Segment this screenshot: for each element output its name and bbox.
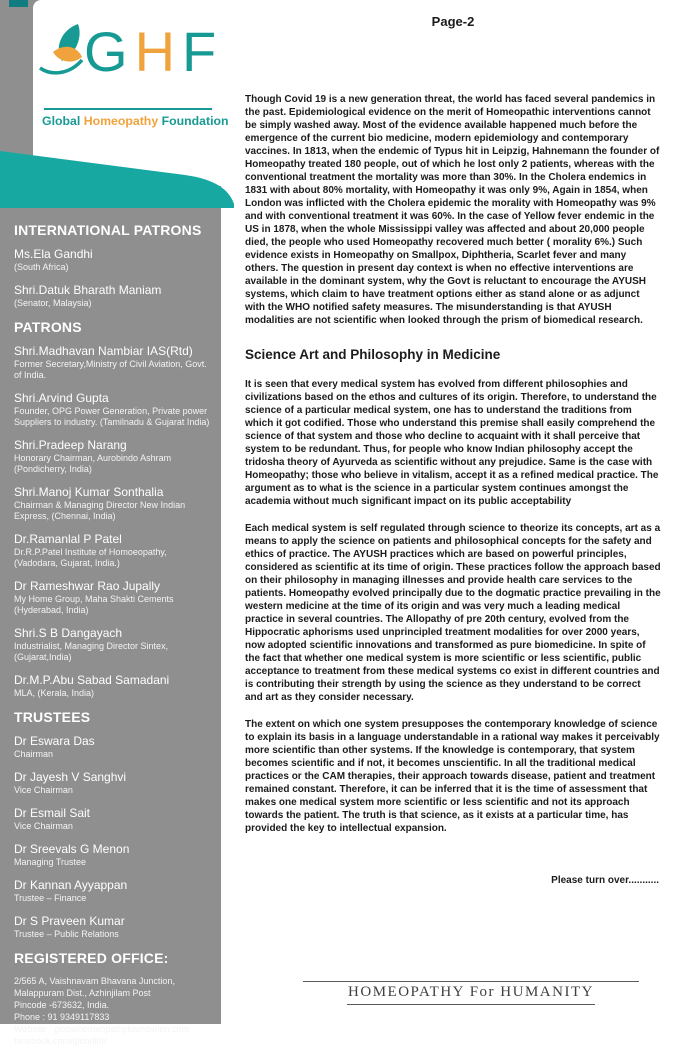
member-name: Shri.Datuk Bharath Maniam bbox=[14, 283, 162, 297]
address-line: Pincode -673632, India. bbox=[14, 1000, 110, 1010]
footer bbox=[303, 981, 639, 1005]
member-role: Vice Chairman bbox=[14, 785, 73, 795]
list-item bbox=[14, 770, 213, 796]
registered-office-address bbox=[14, 975, 213, 1047]
list-item bbox=[14, 626, 213, 663]
member-name: Shri.S B Dangayach bbox=[14, 626, 123, 640]
member-role: Founder, OPG Power Generation, Private power Suppliers to industry. (Tamilnadu & Gujarat India) bbox=[14, 406, 210, 427]
member-name: Shri.Pradeep Narang bbox=[14, 438, 127, 452]
list-item bbox=[14, 532, 213, 569]
list-item bbox=[14, 344, 213, 381]
footer-rule-bottom bbox=[347, 1004, 595, 1005]
member-name: Dr.M.P.Abu Sabad Samadani bbox=[14, 673, 170, 687]
heading-registered-office: REGISTERED OFFICE: bbox=[14, 950, 169, 966]
member-role: MLA, (Kerala, India) bbox=[14, 688, 95, 698]
logo-divider bbox=[44, 108, 212, 110]
paragraph-self-regulated-science: Each medical system is self regulated through science to theorize its concepts, art as a means to apply the science on patients and philosophical concepts for the safety and ethics of practice. The AYUSH practices which are based on powerful principles, considered as scientific at its time of origin. These practices follow the approach based on their philosophy in managing illnesses and provide health care services to the patients. Homeopathy evolved principally due to the dogmatic practice prevailing in the western medicine at the time of its origin and was very much a leading medical practice in several countries. The Allopathy of pre 20th century, evolved from the Hippocratic aphorisms used unprincipled treatment modalities for over 2000 years, now adopted scientific innovations and transformed as pure biomedicine. In spite of the fact that whether one medical system is more scientific or less scientific, public acceptance to treatment from these medical systems co exist in different countries and is contributing their strength by using the science as they understand to be correct and art as they consider necessary. bbox=[245, 523, 661, 703]
logo-letter-h: H bbox=[134, 20, 183, 83]
please-turn-over-note: Please turn over........... bbox=[551, 875, 659, 886]
logo-letter-g: G bbox=[84, 20, 135, 83]
sidebar bbox=[0, 206, 221, 1047]
member-name: Dr S Praveen Kumar bbox=[14, 914, 125, 928]
list-item bbox=[14, 734, 213, 760]
paragraph-contemporary-knowledge: The extent on which one system presupposes the contemporary knowledge of science to explain its basis in a language understandable in a rational way makes it perceivably more scientific than other systems. If the knowledge is contemporary, that system becomes scientific and if not, it becomes unscientific. In all the traditional medical practices or the CAM therapies, their approach towards disease, patient and treatment remained constant. Therefore, it can be inferred that it is the time of assessment that makes one medical system more scientific or less scientific and not its approach towards the patient. The truth is that science, as it exists at a particular time, has provided the key to intellectual expansion. bbox=[245, 719, 660, 834]
address-line: Phone : 91 9349117833 bbox=[14, 1012, 110, 1022]
member-role: Former Secretary,Ministry of Civil Aviation, Govt. of India. bbox=[14, 359, 207, 380]
article-body bbox=[245, 93, 661, 835]
member-name: Dr Sreevals G Menon bbox=[14, 842, 130, 856]
member-name: Dr.Ramanlal P Patel bbox=[14, 532, 122, 546]
tagline-global: Global bbox=[42, 114, 81, 128]
member-role: (Senator, Malaysia) bbox=[14, 298, 92, 308]
ghf-logo bbox=[42, 20, 229, 128]
address-line: Malappuram Dist., Azhinjilam Post bbox=[14, 988, 151, 998]
section-heading-science-art-philosophy: Science Art and Philosophy in Medicine bbox=[245, 347, 501, 362]
member-role: Trustee – Finance bbox=[14, 893, 87, 903]
tagline-foundation: Foundation bbox=[161, 114, 229, 128]
list-item bbox=[14, 842, 213, 868]
member-name: Dr Jayesh V Sanghvi bbox=[14, 770, 127, 784]
logo-letter-f: F bbox=[182, 20, 224, 83]
address-line: Website : globalhomeopathyfoundation.com bbox=[14, 1024, 189, 1034]
address-line: 2/565 A, Vaishnavam Bhavana Junction, bbox=[14, 976, 175, 986]
member-role: Honorary Chairman, Aurobindo Ashram (Pondicherry, India) bbox=[14, 453, 172, 474]
logo-tagline bbox=[42, 114, 229, 128]
address-line: facebook.com/globalhf/ bbox=[14, 1036, 107, 1046]
member-role: (South Africa) bbox=[14, 262, 69, 272]
paragraph-pandemics-history: Though Covid 19 is a new generation threat, the world has faced several pandemics in the past. Epidemiological evidence on the merit of Homeopathic interventions cannot be simply washed away. Most of the evidence available happened much before the emergence of the current bio medicine, modern epidemiology and contemporary vaccines. In 1813, when the endemic of Typus hit in Leipzig, Hahnemann the founder of Homeopathy treated 180 people, out of which he lost only 2 patients, whereas with the conventional treatment the mortality was more than 30%. In the Cholera endemics in 1831 with about 80% mortality, with Homeopathy it was only 9%, Again in 1854, when London was inflicted with the Cholera epidemic the morality with Homeopathy was 9% and with conventional treatment it was 60%. In the case of Yellow fever endemic in the US in 1878, when the whole Mississippi valley was affected and about 20,000 people died, the people who used Homeopathy recovered much better ( morality 6%.) Such evidence exists in Homeopathy on Smallpox, Diphtheria, Scarlet fever and many others. The question in present day context is when no effective interventions are available in the dominant system, why the Govt is reluctant to encourage the AYUSH systems, which claim to have treatment options either as stand alone or as adjunct with the WHO notified safety measures. The misunderstanding is that AYUSH modalities are not scientific when looked through the prism of biomedical research. bbox=[245, 94, 660, 326]
member-role: Vice Chairman bbox=[14, 821, 73, 831]
member-name: Dr Rameshwar Rao Jupally bbox=[14, 579, 161, 593]
heading-patrons: PATRONS bbox=[14, 319, 82, 335]
main-content bbox=[245, 0, 661, 886]
list-item bbox=[14, 247, 213, 273]
member-role: Dr.R.P.Patel Institute of Homoeopathy, (Vadodara, Gujarat, India.) bbox=[14, 547, 167, 568]
list-item bbox=[14, 878, 213, 904]
member-name: Dr Kannan Ayyappan bbox=[14, 878, 128, 892]
list-item bbox=[14, 673, 213, 699]
member-role: Industrialist, Managing Director Sintex, (Gujarat,India) bbox=[14, 641, 169, 662]
footer-motto: HOMEOPATHY For HUMANITY bbox=[348, 984, 594, 1000]
list-item bbox=[14, 438, 213, 475]
page-number: Page-2 bbox=[431, 14, 475, 29]
member-name: Shri.Arvind Gupta bbox=[14, 391, 109, 405]
list-item bbox=[14, 283, 213, 309]
list-item bbox=[14, 914, 213, 940]
member-role: Chairman & Managing Director New Indian Express, (Chennai, India) bbox=[14, 500, 186, 521]
member-name: Dr Esmail Sait bbox=[14, 806, 91, 820]
member-name: Ms.Ela Gandhi bbox=[14, 247, 93, 261]
list-item bbox=[14, 485, 213, 522]
member-role: Chairman bbox=[14, 749, 54, 759]
list-item bbox=[14, 391, 213, 428]
list-item bbox=[14, 806, 213, 832]
member-role: Trustee – Public Relations bbox=[14, 929, 119, 939]
corner-accent-tab bbox=[9, 0, 28, 7]
member-role: My Home Group, Maha Shakti Cements (Hyderabad, India) bbox=[14, 594, 174, 615]
member-role: Managing Trustee bbox=[14, 857, 87, 867]
tagline-homeopathy: Homeopathy bbox=[83, 114, 159, 128]
heading-trustees: TRUSTEES bbox=[14, 709, 91, 725]
heading-international-patrons: INTERNATIONAL PATRONS bbox=[14, 222, 202, 238]
paragraph-medical-systems-philosophy: It is seen that every medical system has evolved from different philosophies and civilizations based on the ethos and cultures of its origin. Therefore, to understand the science of a particular medical system, one has to understand the traditions from which it got codified. Those who understand this premise shall easily comprehend the science of that system and those who decline to acquaint with it shall perceive that system to be redundant. Thus, for people who know Indian philosophy accept the tridosha theory of Ayurveda as scientific without any prejudice. Same is the case with Homeopathy; those who believe in vitalism, accept it as a refined medical practice. The argument as to what is the science in a particular system continues amongst the academia without much significant impact on its public acceptability bbox=[245, 379, 659, 507]
member-name: Shri.Manoj Kumar Sonthalia bbox=[14, 485, 164, 499]
member-name: Shri.Madhavan Nambiar IAS(Rtd) bbox=[14, 344, 193, 358]
logo-letters bbox=[84, 10, 223, 94]
list-item bbox=[14, 579, 213, 616]
member-name: Dr Eswara Das bbox=[14, 734, 95, 748]
teal-swoosh-band bbox=[0, 146, 238, 208]
